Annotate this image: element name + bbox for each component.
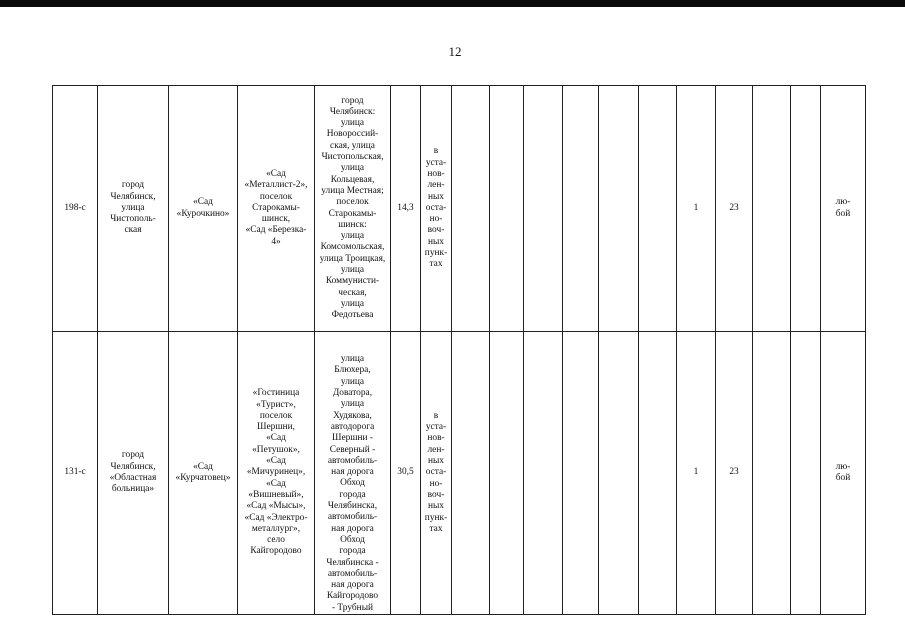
route-length: 30,5 — [391, 332, 421, 615]
empty-cell — [753, 332, 791, 615]
route-number: 131-с — [53, 332, 98, 615]
vehicle-count: 1 — [677, 86, 716, 332]
empty-cell — [524, 86, 563, 332]
route-streets: улица Блюхера, улица Доватора, улица Худякова, автодорога Шершни - Северный - автомобиль- ная дорога Обход города Челябинска, автомобиль- ная дорога Обход города Челябинска - автомобиль- ная дорога Кайгородово - Трубный — [315, 332, 391, 615]
vehicle-count: 1 — [677, 332, 716, 615]
stop-order: в уста- нов- лен- ных оста- но- воч- ных пунк- тах — [421, 332, 452, 615]
stop-order: в уста- нов- лен- ных оста- но- воч- ных пунк- тах — [421, 86, 452, 332]
routes-table — [52, 85, 866, 615]
table-row — [53, 332, 866, 615]
empty-cell — [599, 332, 639, 615]
route-length: 14,3 — [391, 86, 421, 332]
start-point: город Челябинск, улица Чистополь- ская — [98, 86, 169, 332]
route-number: 198-с — [53, 86, 98, 332]
empty-cell — [563, 332, 599, 615]
empty-cell — [639, 332, 677, 615]
end-point: «Сад «Курчатовец» — [169, 332, 238, 615]
start-point: город Челябинск, «Областная больница» — [98, 332, 169, 615]
scan-top-border — [0, 0, 905, 7]
empty-cell — [791, 332, 821, 615]
empty-cell — [753, 86, 791, 332]
empty-cell — [490, 332, 524, 615]
table-row — [53, 86, 866, 332]
class-code: 23 — [716, 332, 753, 615]
class-code: 23 — [716, 86, 753, 332]
intermediate-stops: «Сад «Металлист-2», поселок Старокамы- шинск, «Сад «Березка- 4» — [238, 86, 315, 332]
intermediate-stops: «Гостиница «Турист», поселок Шершни, «Сад «Петушок», «Сад «Мичуринец», «Сад «Вишневый», «Сад «Мысы», «Сад «Электро- металлург», село Кайгородово — [238, 332, 315, 615]
schedule: лю- бой — [821, 86, 866, 332]
route-streets: город Челябинск: улица Новороссий- ская, улица Чистопольская, улица Кольцевая, улица Местная; поселок Старокамы- шинск: улица Комсомольская, улица Троицкая, улица Коммунисти- ческая, улица Федотьева — [315, 86, 391, 332]
empty-cell — [563, 86, 599, 332]
page-number: 12 — [448, 44, 462, 59]
empty-cell — [452, 332, 490, 615]
schedule: лю- бой — [821, 332, 866, 615]
end-point: «Сад «Курочкино» — [169, 86, 238, 332]
empty-cell — [524, 332, 563, 615]
empty-cell — [452, 86, 490, 332]
empty-cell — [490, 86, 524, 332]
empty-cell — [791, 86, 821, 332]
empty-cell — [639, 86, 677, 332]
empty-cell — [599, 86, 639, 332]
